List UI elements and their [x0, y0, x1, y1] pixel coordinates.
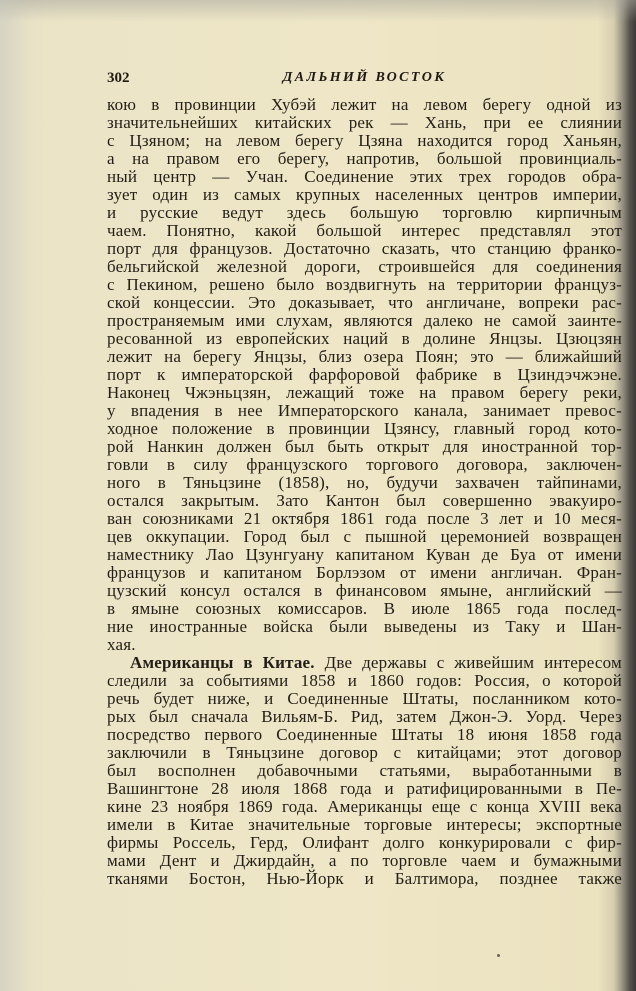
text-line: цев оккупации. Город был с пышной церемонией возвращен — [107, 527, 622, 546]
text-line: рых был сначала Вильям-Б. Рид, затем Джон-Э. Уорд. Через — [107, 707, 622, 726]
section-first-line — [107, 654, 622, 672]
text-line: кою в провинции Хубэй лежит на левом берегу одной из — [107, 95, 622, 114]
text-line: заключили в Тяньцзине договор с китайцами; этот договор — [107, 743, 622, 762]
text-line: цузский консул остался в финансовом ямыне, английский — — [107, 581, 622, 600]
running-title: ДАЛЬНИЙ ВОСТОК — [282, 70, 447, 85]
text-line: с Пекином, решено было воздвигнуть на территории француз- — [107, 275, 622, 294]
text-line: лежит на берегу Янцзы, близ озера Поян; это — ближайший — [107, 347, 622, 366]
text-line: ние иностранные войска были выведены из Таку и Шан- — [107, 617, 622, 636]
scan-speck — [497, 954, 500, 957]
text-line: порт к императорской фарфоровой фабрике в Цзиндэчжэне. — [107, 365, 622, 384]
text-line: ресованной из европейских наций в долине Янцзы. Цзюцзян — [107, 329, 622, 348]
text-line: ного в Тяньцзине (1858), но, будучи захвачен тайпинами, — [107, 473, 622, 492]
text-line: Наконец Чжэньцзян, лежащий тоже на правом берегу реки, — [107, 383, 622, 402]
text-line: Вашингтоне 28 июля 1868 года и ратифицированными в Пе- — [107, 779, 622, 798]
text-line: в ямыне союзных комиссаров. В июле 1865 года послед- — [107, 599, 622, 618]
text-line: наместнику Лао Цзунгуану капитаном Куван де Буа от имени — [107, 545, 622, 564]
text-line: порт для французов. Достаточно сказать, что станцию франко- — [107, 239, 622, 258]
text-line: имели в Китае значительные торговые интересы; экспортные — [107, 815, 622, 834]
text-line: тканями Бостон, Нью-Йорк и Балтимора, позднее также — [107, 869, 622, 888]
running-head — [107, 68, 622, 88]
text-line: рой Нанкин должен был быть открыт для иностранной тор- — [107, 437, 622, 456]
text-line: а на правом его берегу, напротив, большой провинциаль- — [107, 149, 622, 168]
text-line: ный центр — Учан. Соединение этих трех городов обра- — [107, 167, 622, 186]
text-line: пространяемым ими слухам, являются далеко не самой заинте- — [107, 311, 622, 330]
text-line: бельгийской железной дороги, строившейся для соединения — [107, 257, 622, 276]
body-text — [107, 96, 622, 888]
text-line: кине 23 ноября 1869 года. Американцы еще с конца XVIII века — [107, 797, 622, 816]
text-line: говли в силу французского торгового договора, заключен- — [107, 455, 622, 474]
text-line: речь будет ниже, и Соединенные Штаты, посланником кото- — [107, 689, 622, 708]
text-line: хая. — [107, 635, 136, 654]
text-line: значительнейших китайских рек — Хань, при ее слиянии — [107, 113, 622, 132]
text-line: и русские ведут здесь большую торговлю кирпичным — [107, 203, 622, 222]
text-line: следили за событиями 1858 и 1860 годов: Россия, о которой — [107, 671, 622, 690]
text-line: фирмы Россель, Герд, Олифант долго конкурировали с фир- — [107, 833, 622, 852]
text-line: чаем. Понятно, какой большой интерес представлял этот — [107, 221, 622, 240]
text-line: ской концессии. Это доказывает, что англичане, вопреки рас- — [107, 293, 622, 312]
text-line: был восполнен добавочными статьями, выработанными в — [107, 761, 622, 780]
text-line: посредство первого Соединенные Штаты 18 июня 1858 года — [107, 725, 622, 744]
text-line: ходное положение в провинции Цзянсу, главный город кото- — [107, 419, 622, 438]
text-line: с Цзяном; на левом берегу Цзяна находится город Ханьян, — [107, 131, 622, 150]
section-first-line-text: Две державы с живейшим интересом — [324, 653, 622, 672]
page-number: 302 — [107, 70, 130, 86]
text-line: ван союзниками 21 октября 1861 года после 3 лет и 10 меся- — [107, 509, 622, 528]
text-line: у впадения в нее Императорского канала, занимает превос- — [107, 401, 622, 420]
text-line: зует один из самых крупных населенных центров империи, — [107, 185, 622, 204]
section-heading: Американцы в Китае. — [130, 653, 315, 672]
text-line: мами Дент и Джирдайн, а по торговле чаем и бумажными — [107, 851, 622, 870]
text-line: остался закрытым. Зато Кантон был совершенно эвакуиро- — [107, 491, 622, 510]
text-line: французов и капитаном Борлэзом от имени англичан. Фран- — [107, 563, 622, 582]
